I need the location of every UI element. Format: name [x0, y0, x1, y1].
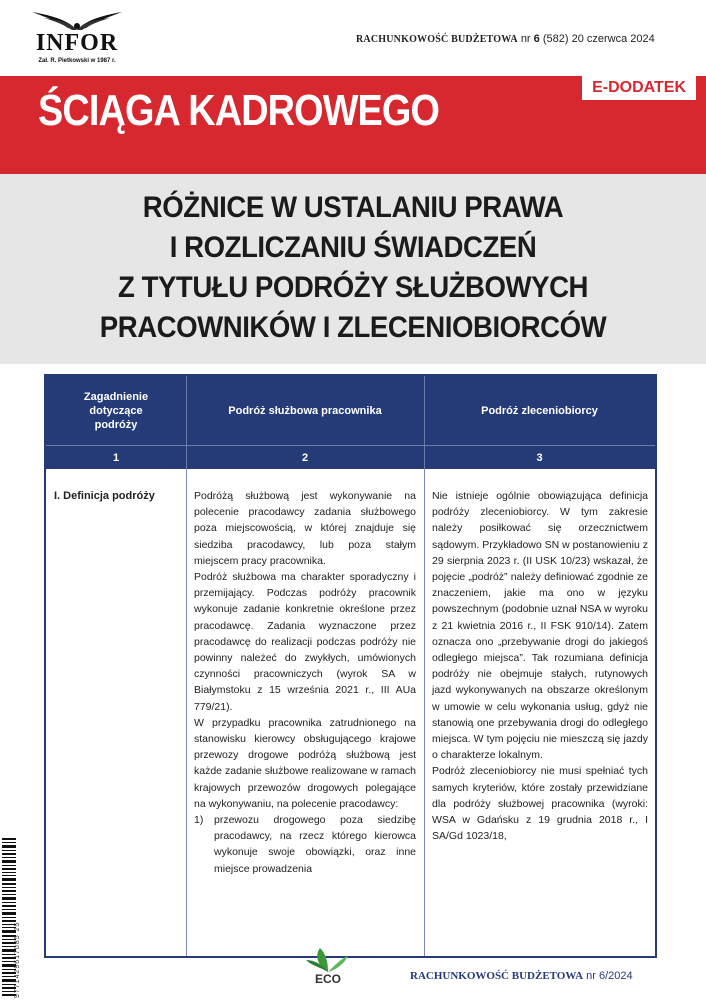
column-divider — [186, 376, 187, 469]
column-number: 3 — [536, 452, 543, 464]
contractor-cell — [432, 488, 648, 844]
topic-cell: I. Definicja podróży — [54, 490, 155, 502]
infor-logo — [22, 10, 132, 68]
leaf-icon — [296, 946, 360, 974]
barcode-number: 9771429617085 25 — [14, 921, 21, 998]
paragraph: Podróż zleceniobiorcy nie musi spełniać tych samych kryteriów, które zostały przewidziane dla podróży służbowej pracownika (wyroki: WSA w Gdańsku z 19 grudnia 2018 r., I SA/Gd 1023/18, — [432, 765, 648, 843]
eco-text: ECO — [314, 972, 341, 986]
paragraph: Podróż służbowa ma charakter sporadyczny i przemijający. Podczas podróży pracownik wykonuje zadanie konkretnie określone przez pracodawcę. Zadania wyznaczone przez pracodawcę do realizacji podczas podróży nie powinny należeć do zwykłych, umówionych czynności pracowniczych (wyrok SA w Białymstoku z 15 września 2021 r., III AUa 779/21). — [194, 571, 416, 713]
list-marker: 1) — [194, 814, 204, 827]
column-number: 2 — [301, 452, 309, 464]
column-divider — [424, 469, 425, 958]
header-topic: Zagadnienie dotyczące podróży — [83, 390, 149, 431]
issue-date: 20 czerwca 2024 — [571, 33, 655, 45]
edodatek-badge: E-DODATEK — [582, 76, 696, 100]
list-item — [194, 812, 416, 877]
footer-publication: RACHUNKOWOŚĆ BUDŻETOWA nr 6/2024 — [410, 970, 633, 982]
paragraph: W przypadku pracownika zatrudnionego na stanowisku kierowcy obsługującego krajowe przewozy drogowe podróżą służbową jest każde zadanie służbowe realizowane w ramach krajowych przewozów drogowych polegające na wykonywaniu, na polecenie pracodawcy: — [194, 716, 416, 810]
title-line: PRACOWNIKÓW I ZLECENIOBIORCÓW — [99, 311, 607, 344]
comparison-table — [44, 374, 657, 958]
paragraph: Nie istnieje ogólnie obowiązująca definicja podróży zleceniobiorcy. W tym zakresie należy posiłkować się orzecznictwem sądowym. Przykładowo SN w postanowieniu z 29 sierpnia 2023 r. (II USK 10/23) wskazał, że pojęcie „podróż” należy definiować zgodnie ze znaczeniem, jakie ma ono w języku powszechnym (podobnie uznał NSA w wyroku z 21 kwietnia 2016 r., II FSK 910/14). Zatem oznacza ono „przebywanie drogi do jakiegoś odległego miejsca”. Tak rozumiana definicja podróży nie obejmuje stałych, rutynowych jazd wykonywanych na obszarze określonym w umowie w celu wykonania usług, gdyż nie stanowią one przebywania drogi do odległego miejsca. W tym pojęciu nie mieszczą się jazdy o charakterze lokalnym. — [432, 490, 648, 762]
brand-name: INFOR — [35, 30, 119, 56]
column-divider — [186, 469, 187, 958]
list-text: przewozu drogowego poza siedzibę pracodawcy, na rzecz którego kierowca wykonuje swoje obowiązki, oraz inne miejsce prowadzenia — [214, 814, 416, 875]
issue-info — [356, 33, 655, 45]
paragraph: Podróżą służbową jest wykonywanie na polecenie pracodawcy zadania służbowego poza miejscowością, w której znajduje się siedziba pracodawcy, lub poza stałym miejscem pracy pracownika. — [194, 490, 416, 567]
eagle-wings-icon — [30, 10, 124, 32]
brand-tagline: Zał. R. Pietkowski w 1987 r. — [38, 58, 116, 64]
issue-prefix: nr — [520, 33, 531, 45]
title-line: I ROZLICZANIU ŚWIADCZEŃ — [169, 231, 537, 264]
table-header — [46, 376, 655, 445]
title-line: Z TYTUŁU PODRÓŻY SŁUŻBOWYCH — [117, 271, 589, 304]
main-title — [0, 188, 706, 348]
header-contractor: Podróż zleceniobiorcy — [481, 404, 598, 417]
title-line: RÓŻNICE W USTALANIU PRAWA — [142, 191, 564, 224]
column-number-row — [46, 445, 655, 469]
series-title: ŚCIĄGA KADROWEGO — [38, 86, 440, 135]
eco-label — [296, 946, 360, 1000]
employee-cell — [194, 488, 416, 877]
issue-total: (582) — [542, 33, 569, 45]
header-employee: Podróż służbowa pracownika — [228, 404, 382, 417]
publication-name: RACHUNKOWOŚĆ BUDŻETOWA — [356, 34, 518, 45]
column-number: 1 — [112, 452, 120, 464]
column-divider — [424, 376, 425, 469]
issue-number: 6 — [533, 33, 540, 45]
